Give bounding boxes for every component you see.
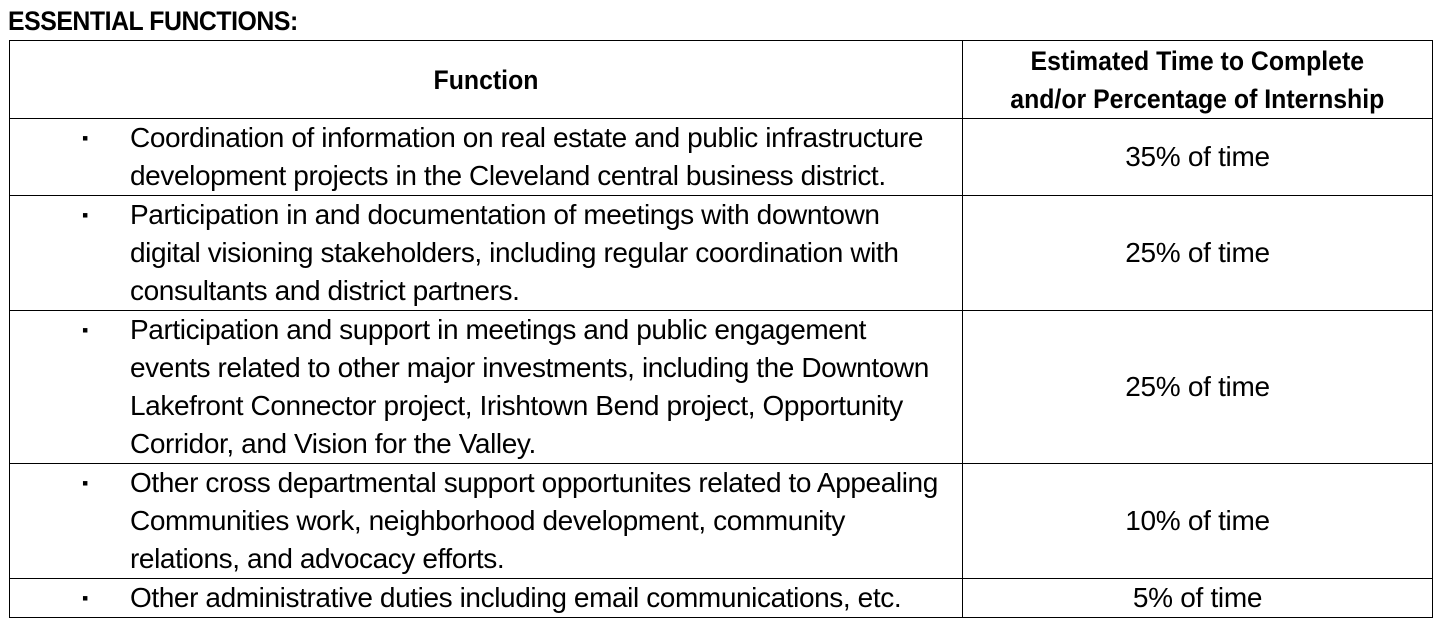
bullet-icon: ▪ bbox=[82, 588, 89, 608]
time-header-label bbox=[1010, 42, 1384, 118]
section-heading: ESSENTIAL FUNCTIONS: bbox=[8, 6, 298, 36]
bullet-icon: ▪ bbox=[82, 205, 89, 225]
table-header-row bbox=[10, 41, 1433, 119]
function-text: Other administrative duties including email communications, etc. bbox=[130, 582, 902, 613]
function-text: Coordination of information on real estate and public infrastructure development projects in the Cleveland central business district. bbox=[130, 122, 924, 191]
table-row bbox=[10, 579, 1433, 618]
table-row bbox=[10, 119, 1433, 196]
time-column-header bbox=[963, 41, 1433, 119]
function-text: Participation and support in meetings and public engagement events related to other major investments, including the Downtown Lakefront Connector project, Irishtown Bend project, Opportunity Corridor, and Vision for the Valley. bbox=[130, 314, 929, 459]
function-cell bbox=[10, 196, 963, 311]
function-cell bbox=[10, 464, 963, 579]
table-row bbox=[10, 196, 1433, 311]
table-row bbox=[10, 311, 1433, 464]
time-header-line-2: and/or Percentage of Internship bbox=[1010, 83, 1385, 114]
time-cell: 5% of time bbox=[963, 579, 1433, 618]
bullet-icon: ▪ bbox=[82, 473, 89, 493]
function-column-header bbox=[10, 41, 963, 119]
function-text: Other cross departmental support opportunites related to Appealing Communities work, neighborhood development, community relations, and advocacy efforts. bbox=[130, 467, 938, 574]
table-row bbox=[10, 464, 1433, 579]
time-cell: 35% of time bbox=[963, 119, 1433, 196]
function-header-label: Function bbox=[433, 64, 539, 95]
bullet-icon: ▪ bbox=[82, 320, 89, 340]
time-cell: 25% of time bbox=[963, 196, 1433, 311]
time-cell: 25% of time bbox=[963, 311, 1433, 464]
function-cell bbox=[10, 579, 963, 618]
time-cell: 10% of time bbox=[963, 464, 1433, 579]
function-text: Participation in and documentation of meetings with downtown digital visioning stakeholders, including regular coordination with consultants and district partners. bbox=[130, 199, 899, 306]
function-cell bbox=[10, 119, 963, 196]
bullet-icon: ▪ bbox=[82, 128, 89, 148]
function-cell bbox=[10, 311, 963, 464]
essential-functions-table bbox=[9, 40, 1433, 618]
time-header-line-1: Estimated Time to Complete bbox=[1030, 45, 1365, 76]
